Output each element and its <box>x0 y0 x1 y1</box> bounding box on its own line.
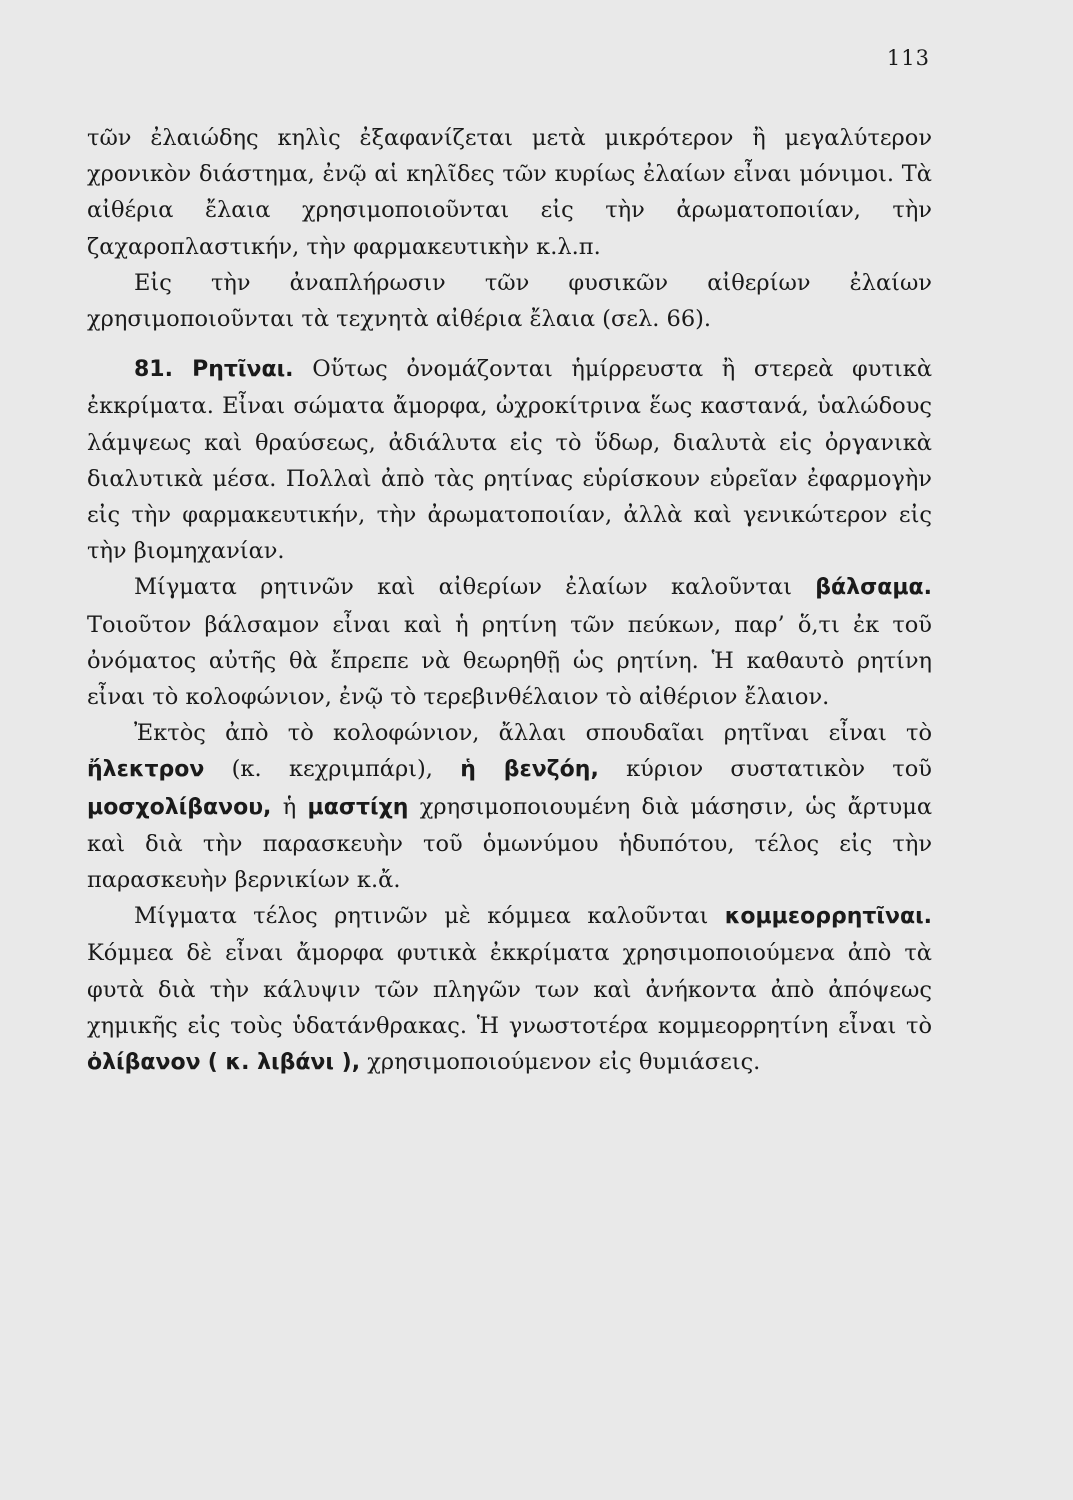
term-olibanum: ὀλίβανον <box>87 1050 201 1076</box>
text-run: Ἐκτὸς ἀπὸ τὸ κολοφώνιον, ἄλλαι σπουδαῖαι ρητῖναι εἶναι τὸ <box>134 720 932 747</box>
term-amber: ἤλεκτρον <box>87 757 205 783</box>
term-livani: ( κ. λιβάνι ), <box>207 1050 361 1076</box>
section-heading: 81. Ρητῖναι. <box>134 357 294 383</box>
main-text <box>87 120 932 1081</box>
text-run: Τοιοῦτον βάλσαμον εἶναι καὶ ἡ ρητίνη τῶν πεύκων, παρ’ ὅ,τι ἐκ τοῦ ὀνόματος αὐτῆς θὰ ἔπρεπε νὰ θεωρηθῇ ὡς ρητίνη. Ἡ καθαυτὸ ρητίνη εἶναι τὸ κολοφώνιον, ἐνῷ τὸ τερεβινθέλαιον τὸ αἰθέριον ἔλαιον. <box>87 611 932 711</box>
text-run: χρησιμοποιούμενον εἰς θυμιάσεις. <box>367 1049 761 1076</box>
text-run: ἡ <box>282 793 297 820</box>
page-number: 113 <box>886 46 930 70</box>
paragraph-gum-resins <box>87 898 932 1081</box>
paragraph-continuation: τῶν ἐλαιώδης κηλὶς ἐξαφανίζεται μετὰ μικρότερον ἢ μεγαλύτερον χρονικὸν διάστημα, ἐνῷ αἱ κηλῖδες τῶν κυρίως ἐλαίων εἶναι μόνιμοι. Τὰ αἰθέρια ἔλαια χρησιμοποιοῦνται εἰς τὴν ἀρωματοποιίαν, τὴν ζαχαροπλαστικήν, τὴν φαρμακευτικὴν κ.λ.π. <box>87 125 932 260</box>
term-benzoin: ἡ βενζόη, <box>460 757 599 783</box>
paragraph-balsams <box>87 569 932 715</box>
section-resins-text: Οὕτως ὀνομάζονται ἡμίρρευστα ἢ στερεὰ φυτικὰ ἐκκρίματα. Εἶναι σώματα ἄμορφα, ὠχροκίτρινα ἕως καστανά, ὑαλώδους λάμψεως καὶ θραύσεως, ἀδιάλυτα εἰς τὸ ὕδωρ, διαλυτὰ εἰς ὀργανικὰ διαλυτικὰ μέσα. Πολλαὶ ἀπὸ τὰς ρητίνας εὑρίσκουν εὐρεῖαν ἐφαρμογὴν εἰς τὴν φαρμακευτικήν, τὴν ἀρωματοποιίαν, ἀλλὰ καὶ γενικώτερον εἰς τὴν βιομηχανίαν. <box>87 356 933 565</box>
text-run: Μίγματα ρητινῶν καὶ αἰθερίων ἐλαίων καλοῦνται <box>134 574 792 601</box>
text-run: κύριον συστατικὸν τοῦ <box>626 756 932 783</box>
text-run: χρησιμοποιουμένη διὰ μάσησιν, ὡς ἄρτυμα καὶ διὰ τὴν παρασκευὴν τοῦ ὁμωνύμου ἡδυπότου, τέλος εἰς τὴν παρασκευὴν βερνικίων κ.ἄ. <box>87 793 933 894</box>
term-moschol: μοσχολίβανου, <box>87 794 272 820</box>
paragraph-other-resins <box>87 715 932 898</box>
term-balsama: βάλσαμα. <box>815 575 932 601</box>
term-gum-resins: κομμεορρητῖναι. <box>724 904 932 930</box>
paragraph-synthetic-oils: Εἰς τὴν ἀναπλήρωσιν τῶν φυσικῶν αἰθερίων ἐλαίων χρησιμοποιοῦνται τὰ τεχνητὰ αἰθέρια ἔλαια (σελ. 66). <box>87 269 932 333</box>
term-mastic: μαστίχη <box>307 794 409 820</box>
section-resins <box>87 351 932 569</box>
text-run: (κ. κεχριμπάρι), <box>231 756 433 783</box>
text-run: Μίγματα τέλος ρητινῶν μὲ κόμμεα καλοῦνται <box>134 903 709 930</box>
text-run: Κόμμεα δὲ εἶναι ἄμορφα φυτικὰ ἐκκρίματα χρησιμοποιούμενα ἀπὸ τὰ φυτὰ διὰ τὴν κάλυψιν τῶν πληγῶν των καὶ ἀνήκοντα ἀπὸ ἀπόψεως χημικῆς εἰς τοὺς ὑδατάνθρακας. Ἡ γνωστοτέρα κομμεορρητίνη εἶναι τὸ <box>87 940 932 1039</box>
